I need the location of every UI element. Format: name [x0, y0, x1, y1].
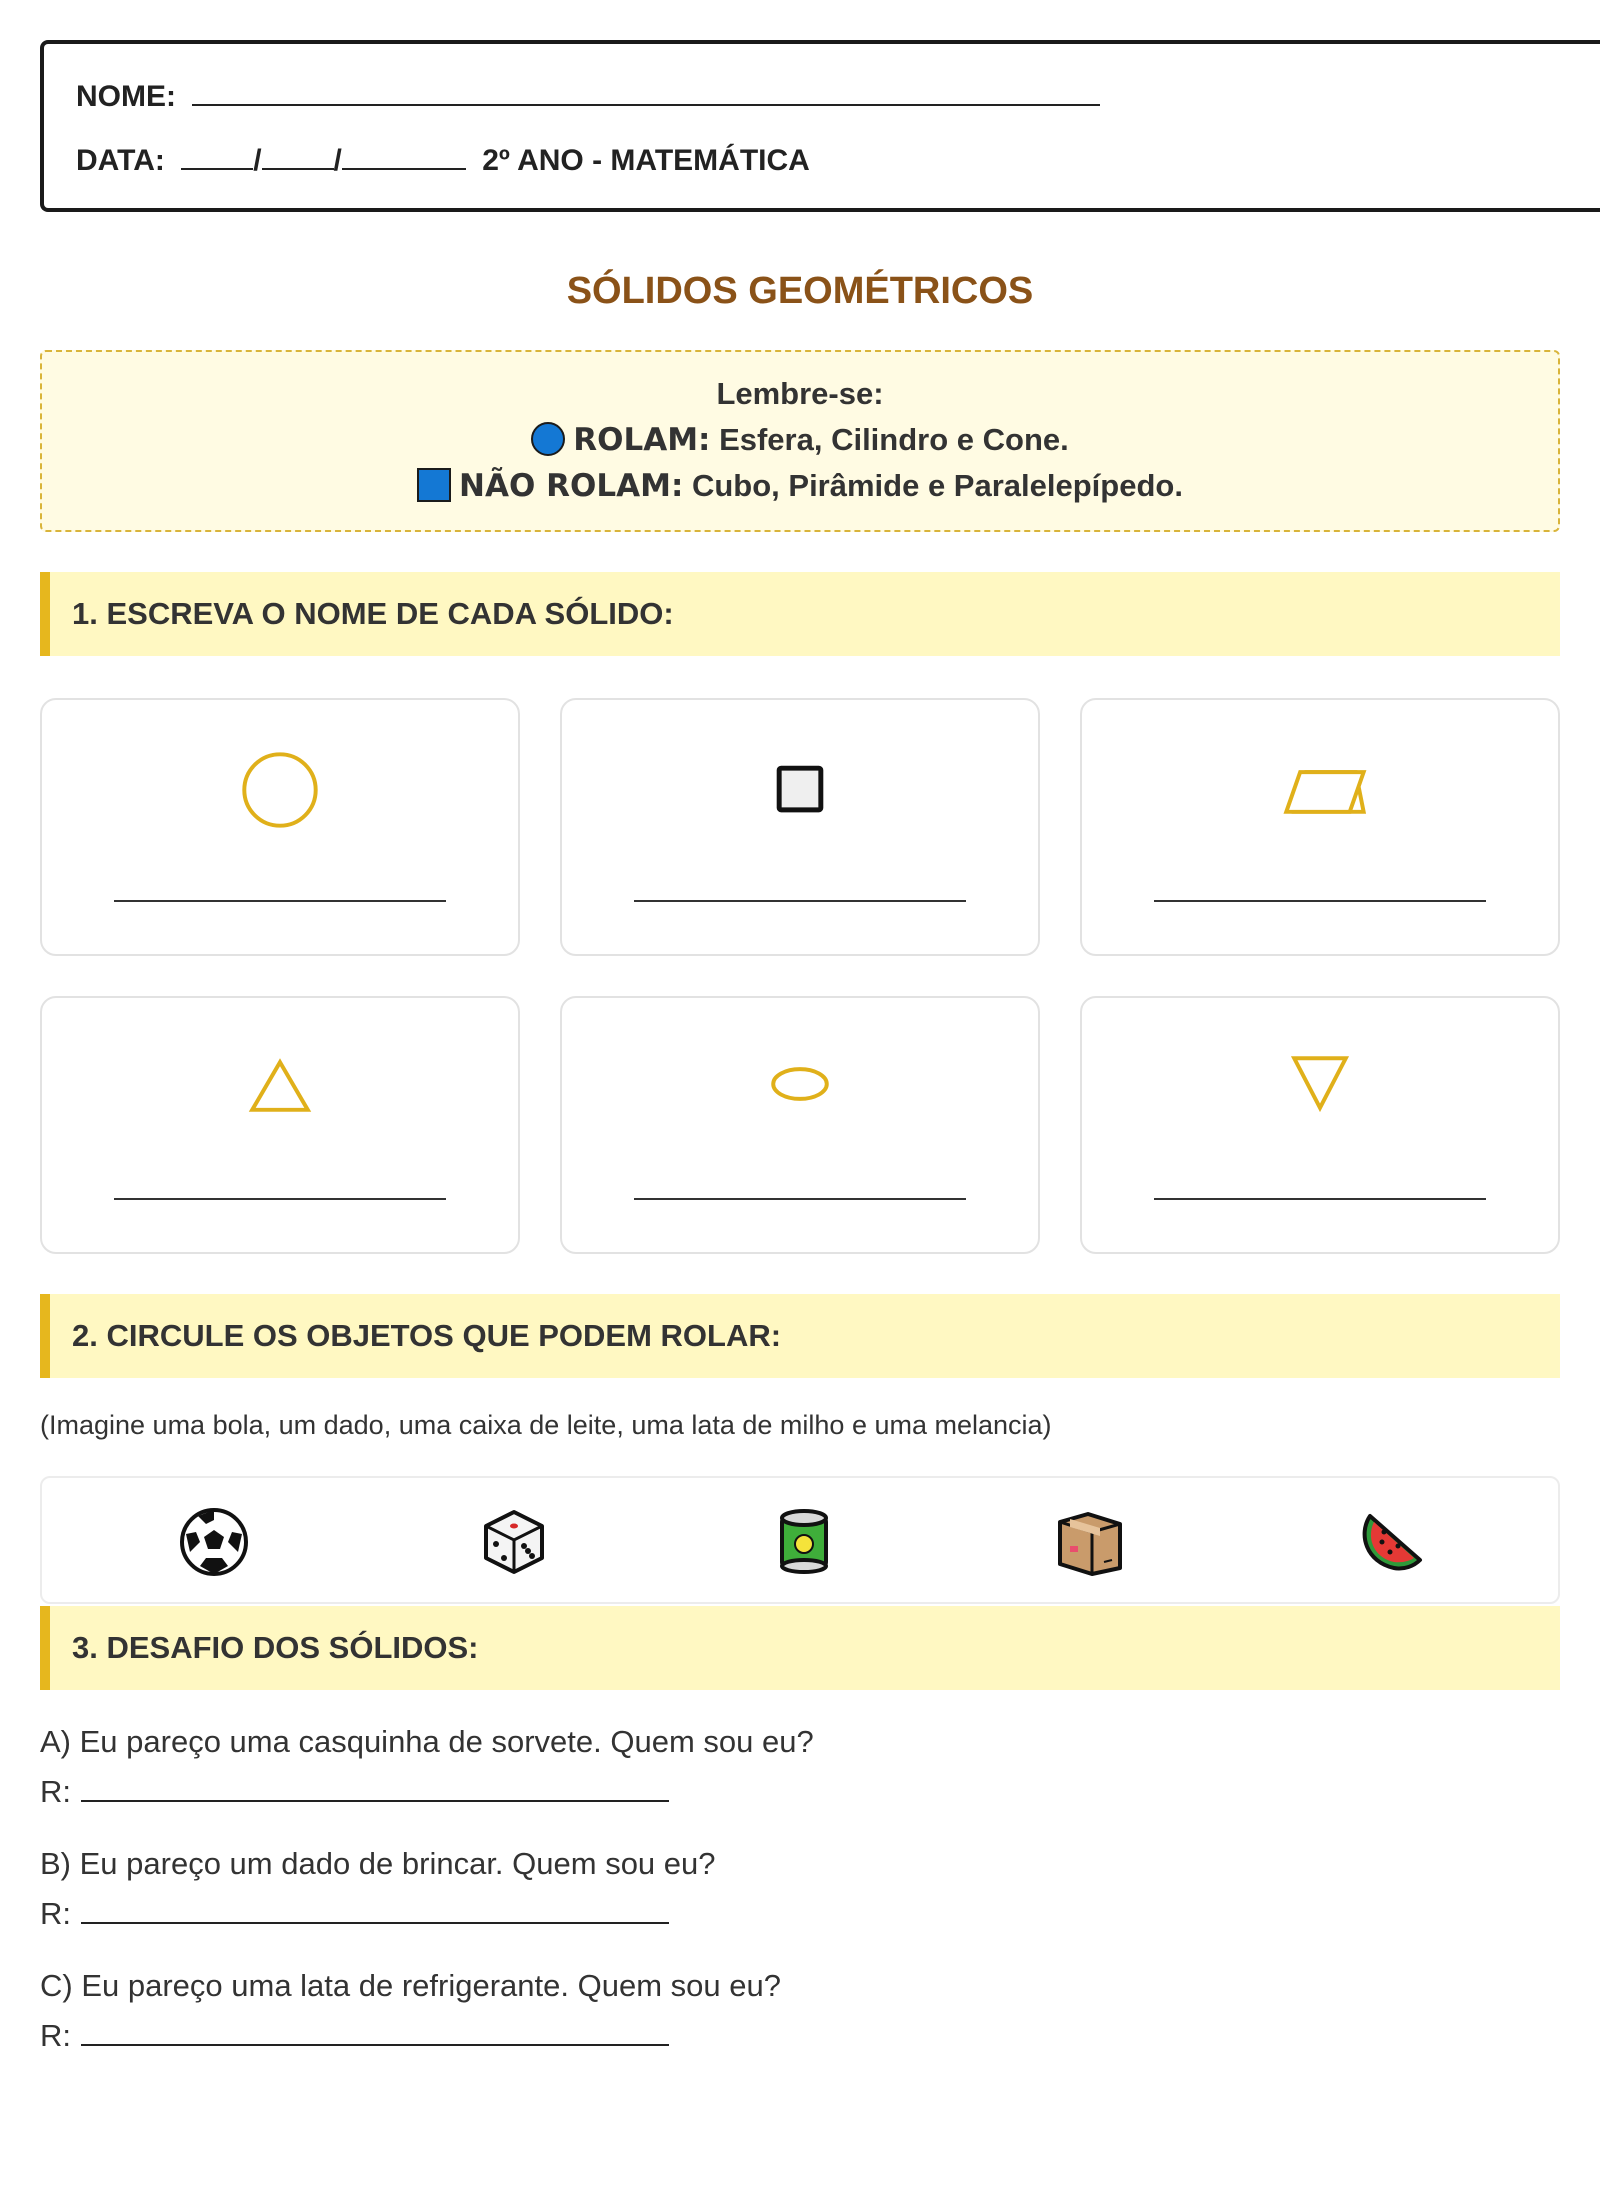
inverted-triangle-icon	[1082, 1038, 1558, 1138]
date-separator: /	[333, 144, 342, 177]
question-a: A) Eu pareço uma casquinha de sorvete. Quem sou eu?	[40, 1724, 814, 1759]
circle-icon	[42, 740, 518, 840]
page-title: SÓLIDOS GEOMÉTRICOS	[566, 270, 1034, 312]
name-label: NOME:	[76, 80, 176, 113]
solid-card	[1080, 698, 1560, 956]
grade-subject: 2º ANO - MATEMÁTICA	[482, 144, 810, 177]
date-day-field[interactable]	[181, 142, 253, 170]
noroll-text: Cubo, Pirâmide e Paralelepípedo.	[691, 468, 1183, 503]
answer-c-row	[40, 2014, 669, 2054]
answer-line[interactable]	[1154, 900, 1486, 902]
dice-icon[interactable]	[478, 1506, 550, 1578]
answer-label: R:	[40, 2018, 71, 2053]
answer-b-line[interactable]	[81, 1892, 669, 1924]
solid-card	[1080, 996, 1560, 1254]
answer-line[interactable]	[634, 900, 966, 902]
name-field[interactable]	[192, 78, 1100, 106]
solid-card	[560, 996, 1040, 1254]
student-header	[40, 40, 1600, 212]
box-icon[interactable]	[1054, 1506, 1126, 1578]
date-separator: /	[253, 144, 262, 177]
roll-keyword: ROLAM:	[573, 422, 711, 458]
answer-a-line[interactable]	[81, 1770, 669, 1802]
section-1-header: 1. ESCREVA O NOME DE CADA SÓLIDO:	[40, 572, 1560, 656]
reminder-roll-line	[42, 422, 1558, 458]
answer-a-row	[40, 1770, 669, 1810]
solid-card	[560, 698, 1040, 956]
roll-text: Esfera, Cilindro e Cone.	[719, 422, 1069, 457]
square-icon	[562, 740, 1038, 840]
question-b: B) Eu pareço um dado de brincar. Quem sou eu?	[40, 1846, 716, 1881]
watermelon-icon[interactable]	[1354, 1506, 1426, 1578]
answer-b-row	[40, 1892, 669, 1932]
reminder-box	[40, 350, 1560, 532]
section-3-header: 3. DESAFIO DOS SÓLIDOS:	[40, 1606, 1560, 1690]
noroll-keyword: NÃO ROLAM:	[459, 468, 684, 504]
blue-square-icon	[417, 468, 451, 502]
answer-c-line[interactable]	[81, 2014, 669, 2046]
solid-card	[40, 698, 520, 956]
answer-line[interactable]	[1154, 1198, 1486, 1200]
answer-label: R:	[40, 1896, 71, 1931]
date-label: DATA:	[76, 144, 165, 177]
answer-line[interactable]	[114, 900, 446, 902]
name-row	[76, 78, 1100, 114]
date-month-field[interactable]	[262, 142, 334, 170]
soccer-ball-icon[interactable]	[178, 1506, 250, 1578]
reminder-heading: Lembre-se:	[716, 376, 884, 411]
section-2-header: 2. CIRCULE OS OBJETOS QUE PODEM ROLAR:	[40, 1294, 1560, 1378]
blue-circle-icon	[531, 422, 565, 456]
solid-card	[40, 996, 520, 1254]
triangle-icon	[42, 1038, 518, 1138]
date-year-field[interactable]	[342, 142, 466, 170]
answer-line[interactable]	[634, 1198, 966, 1200]
question-c: C) Eu pareço uma lata de refrigerante. Quem sou eu?	[40, 1968, 781, 2003]
parallelogram-icon	[1082, 740, 1558, 840]
corn-can-icon[interactable]	[768, 1506, 840, 1578]
objects-row	[40, 1476, 1560, 1604]
section-2-note: (Imagine uma bola, um dado, uma caixa de leite, uma lata de milho e uma melancia)	[40, 1410, 1052, 1440]
ellipse-icon	[562, 1038, 1038, 1138]
answer-line[interactable]	[114, 1198, 446, 1200]
date-row	[76, 142, 810, 178]
answer-label: R:	[40, 1774, 71, 1809]
reminder-noroll-line	[42, 468, 1558, 504]
